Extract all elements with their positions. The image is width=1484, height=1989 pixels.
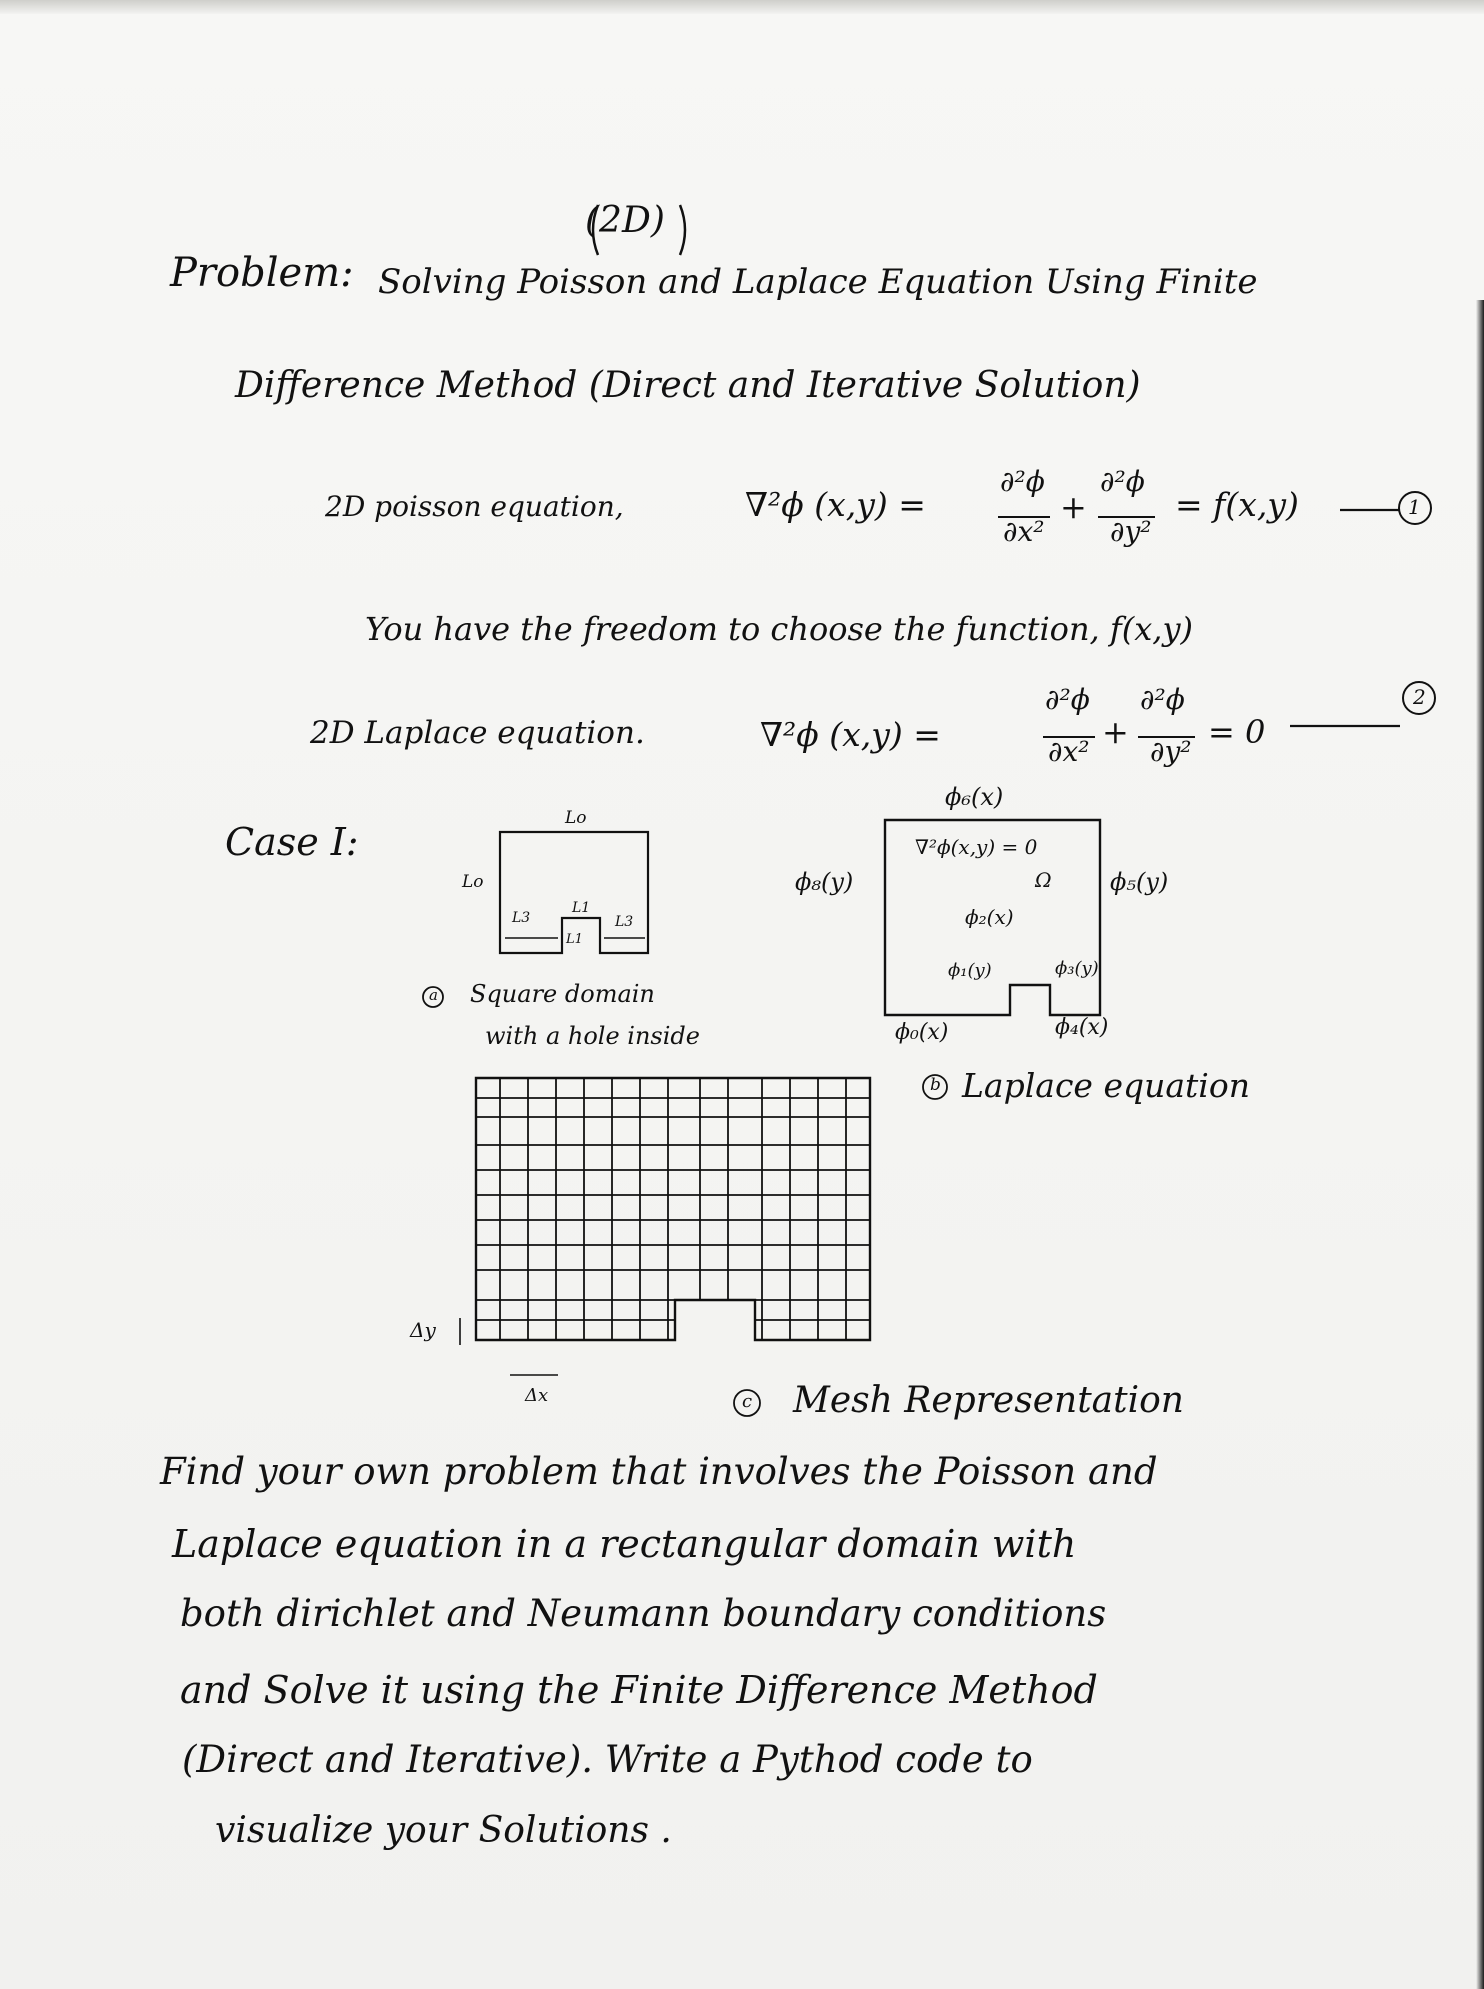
fig-b-phi2-label: ϕ₂(x) bbox=[965, 905, 1014, 929]
fig-c-dy-label: Δy bbox=[410, 1318, 436, 1342]
annotation-2d: (2D) bbox=[585, 200, 665, 241]
fig-b-caption-marker: b bbox=[930, 1075, 941, 1095]
title-line-1: Solving Poisson and Laplace Equation Using Finite bbox=[378, 262, 1258, 302]
laplace-term2-num: ∂²ϕ bbox=[1140, 683, 1185, 716]
title-line-2: Difference Method (Direct and Iterative Solution) bbox=[235, 365, 1141, 406]
paren-right bbox=[680, 205, 685, 255]
fig-a-caption-line2: with a hole inside bbox=[485, 1022, 700, 1050]
fig-c-caption: Mesh Representation bbox=[793, 1380, 1184, 1421]
task-line-3: both dirichlet and Neumann boundary conditions bbox=[180, 1592, 1107, 1635]
freedom-text: You have the freedom to choose the function, f(x,y) bbox=[365, 610, 1193, 648]
task-line-1: Find your own problem that involves the Poisson and bbox=[160, 1450, 1158, 1493]
laplace-number-circle bbox=[1403, 682, 1435, 714]
fig-b-phi4-label: ϕ₄(x) bbox=[1055, 1015, 1109, 1040]
fig-a-top-label: Lo bbox=[565, 808, 587, 828]
task-line-2: Laplace equation in a rectangular domain with bbox=[172, 1522, 1077, 1566]
fig-b-phi5-label: ϕ₅(y) bbox=[1110, 868, 1169, 896]
task-line-5: (Direct and Iterative). Write a Pythod code to bbox=[182, 1738, 1033, 1781]
laplace-plus: + bbox=[1102, 713, 1129, 751]
fig-a-caption-line1: Square domain bbox=[470, 980, 655, 1008]
poisson-term2-den: ∂y² bbox=[1110, 515, 1152, 548]
poisson-term1-num: ∂²ϕ bbox=[1000, 465, 1045, 498]
task-line-4: and Solve it using the Finite Difference Method bbox=[180, 1668, 1098, 1712]
poisson-rhs: = f(x,y) bbox=[1175, 485, 1299, 524]
fig-b-equation: ∇²ϕ(x,y) = 0 bbox=[915, 835, 1038, 859]
laplace-term1-num: ∂²ϕ bbox=[1045, 683, 1090, 716]
laplace-lhs: ∇²ϕ (x,y) = bbox=[760, 715, 941, 754]
fig-b-phi1-label: ϕ₁(y) bbox=[948, 960, 992, 981]
fig-b-phi6-label: ϕ₆(x) bbox=[945, 783, 1004, 811]
poisson-term2-num: ∂²ϕ bbox=[1100, 465, 1145, 498]
fig-a-left-label: Lo bbox=[462, 872, 484, 892]
fig-b-phi3-label: ϕ₃(y) bbox=[1055, 958, 1099, 979]
case-label: Case I: bbox=[225, 820, 359, 864]
laplace-term1-den: ∂x² bbox=[1048, 735, 1090, 768]
fig-a-l3-right-label: L3 bbox=[615, 914, 634, 930]
poisson-eq-number: 1 bbox=[1408, 495, 1421, 519]
fig-c-caption-marker: c bbox=[742, 1391, 753, 1412]
laplace-label: 2D Laplace equation. bbox=[310, 715, 645, 751]
fig-b-phi8-label: ϕ₈(y) bbox=[795, 868, 854, 896]
problem-label: Problem: bbox=[170, 250, 354, 296]
task-line-6: visualize your Solutions . bbox=[215, 1810, 672, 1851]
poisson-plus: + bbox=[1060, 488, 1087, 526]
laplace-rhs: = 0 bbox=[1208, 713, 1266, 751]
fig-b-omega: Ω bbox=[1035, 868, 1052, 892]
fig-b-caption: Laplace equation bbox=[962, 1066, 1250, 1105]
poisson-term1-den: ∂x² bbox=[1003, 515, 1045, 548]
fig-a-l1-top-label: L1 bbox=[572, 900, 591, 916]
fig-a-l1-side-label: L1 bbox=[566, 932, 583, 947]
fig-c-mesh-grid bbox=[476, 1078, 870, 1340]
paren-left bbox=[593, 205, 598, 255]
fig-a-caption-marker: a bbox=[429, 986, 438, 1004]
laplace-term2-den: ∂y² bbox=[1150, 735, 1192, 768]
laplace-eq-number: 2 bbox=[1413, 685, 1426, 709]
poisson-lhs: ∇²ϕ (x,y) = bbox=[745, 485, 926, 524]
poisson-label: 2D poisson equation, bbox=[325, 490, 624, 523]
poisson-number-circle bbox=[1399, 492, 1431, 524]
fig-a-l3-left-label: L3 bbox=[512, 910, 531, 926]
fig-b-phi0-label: ϕ₀(x) bbox=[895, 1020, 949, 1045]
fig-c-dx-label: Δx bbox=[525, 1385, 549, 1406]
